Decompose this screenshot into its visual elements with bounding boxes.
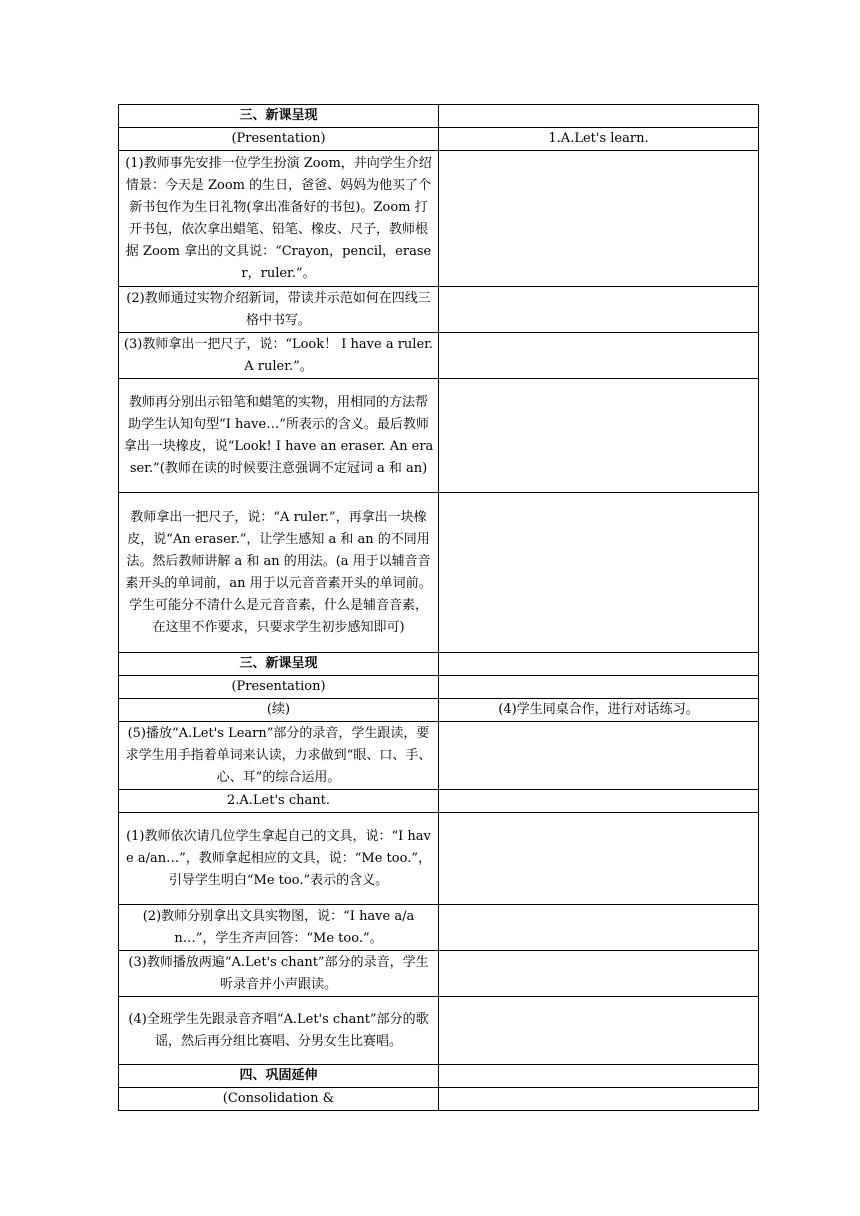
- table-cell: (3)教师播放两遍“A.Let's chant”部分的录音，学生听录音并小声跟读。: [119, 951, 439, 997]
- table-row: [119, 1088, 759, 1111]
- table-cell: [439, 997, 759, 1065]
- table-row: [119, 333, 759, 379]
- table-row: [119, 699, 759, 722]
- table-cell: 2.A.Let's chant.: [119, 790, 439, 813]
- section-heading: 四、巩固延伸: [119, 1065, 439, 1088]
- table-cell: [439, 722, 759, 790]
- table-cell: (4)全班学生先跟录音齐唱“A.Let's chant”部分的歌谣，然后再分组比赛唱、分男女生比赛唱。: [119, 997, 439, 1065]
- table-cell: (2)教师分别拿出文具实物图，说：“I have a/an…”，学生齐声回答：“Me too.”。: [119, 905, 439, 951]
- table-cell: [439, 951, 759, 997]
- table-cell: 1.A.Let's learn.: [439, 128, 759, 151]
- table-cell: (4)学生同桌合作，进行对话练习。: [439, 699, 759, 722]
- section-heading: 三、新课呈现: [119, 653, 439, 676]
- table-cell: [439, 653, 759, 676]
- table-row: [119, 151, 759, 287]
- table-cell: (Consolidation &: [119, 1088, 439, 1111]
- table-cell: [439, 905, 759, 951]
- table-cell: [439, 333, 759, 379]
- table-row: [119, 128, 759, 151]
- table-cell: (Presentation): [119, 676, 439, 699]
- table-cell: [439, 813, 759, 905]
- table-row: [119, 493, 759, 653]
- table-row: [119, 951, 759, 997]
- table-row: [119, 997, 759, 1065]
- table-row: [119, 676, 759, 699]
- table-cell: (1)教师依次请几位学生拿起自己的文具，说：“I have a/an…”，教师拿起相应的文具，说：“Me too.”，引导学生明白“Me too.”表示的含义。: [119, 813, 439, 905]
- table-row: [119, 905, 759, 951]
- table-cell: [439, 105, 759, 128]
- table-cell: (Presentation): [119, 128, 439, 151]
- table-cell: [439, 379, 759, 493]
- table-cell: (2)教师通过实物介绍新词，带读并示范如何在四线三格中书写。: [119, 287, 439, 333]
- table-row: [119, 287, 759, 333]
- lesson-plan-table: [118, 104, 759, 1111]
- table-cell: [439, 790, 759, 813]
- table-cell: 教师拿出一把尺子，说：“A ruler.”，再拿出一块橡皮，说“An eraser.”，让学生感知 a 和 an 的不同用法。然后教师讲解 a 和 an 的用法。(a 用于以辅音音素开头的单词前，an 用于以元音音素开头的单词前。学生可能分不清什么是元音音素，什么是辅音音素，在这里不作要求，只要求学生初步感知即可): [119, 493, 439, 653]
- section-heading: 三、新课呈现: [119, 105, 439, 128]
- table-row: [119, 813, 759, 905]
- table-row: [119, 653, 759, 676]
- table-cell: [439, 1088, 759, 1111]
- table-cell: [439, 676, 759, 699]
- table-row: [119, 379, 759, 493]
- table-row: [119, 105, 759, 128]
- table-cell: [439, 287, 759, 333]
- table-row: [119, 722, 759, 790]
- table-row: [119, 1065, 759, 1088]
- table-cell: (3)教师拿出一把尺子，说：“Look！ I have a ruler. A ruler.”。: [119, 333, 439, 379]
- table-cell: [439, 151, 759, 287]
- table-cell: (1)教师事先安排一位学生扮演 Zoom，并向学生介绍情景：今天是 Zoom 的生日，爸爸、妈妈为他买了个新书包作为生日礼物(拿出准备好的书包)。Zoom 打开书包，依次拿出蜡笔、铅笔、橡皮、尺子，教师根据 Zoom 拿出的文具说：“Crayon，pencil，eraser，ruler.”。: [119, 151, 439, 287]
- table-cell: [439, 493, 759, 653]
- table-cell: 教师再分别出示铅笔和蜡笔的实物，用相同的方法帮助学生认知句型“I have…”所表示的含义。最后教师拿出一块橡皮，说“Look! I have an eraser. An eraser.”(教师在读的时候要注意强调不定冠词 a 和 an): [119, 379, 439, 493]
- table-cell: (续): [119, 699, 439, 722]
- table-cell: (5)播放“A.Let's Learn”部分的录音，学生跟读，要求学生用手指着单词来认读，力求做到“眼、口、手、心、耳”的综合运用。: [119, 722, 439, 790]
- table-cell: [439, 1065, 759, 1088]
- table-row: [119, 790, 759, 813]
